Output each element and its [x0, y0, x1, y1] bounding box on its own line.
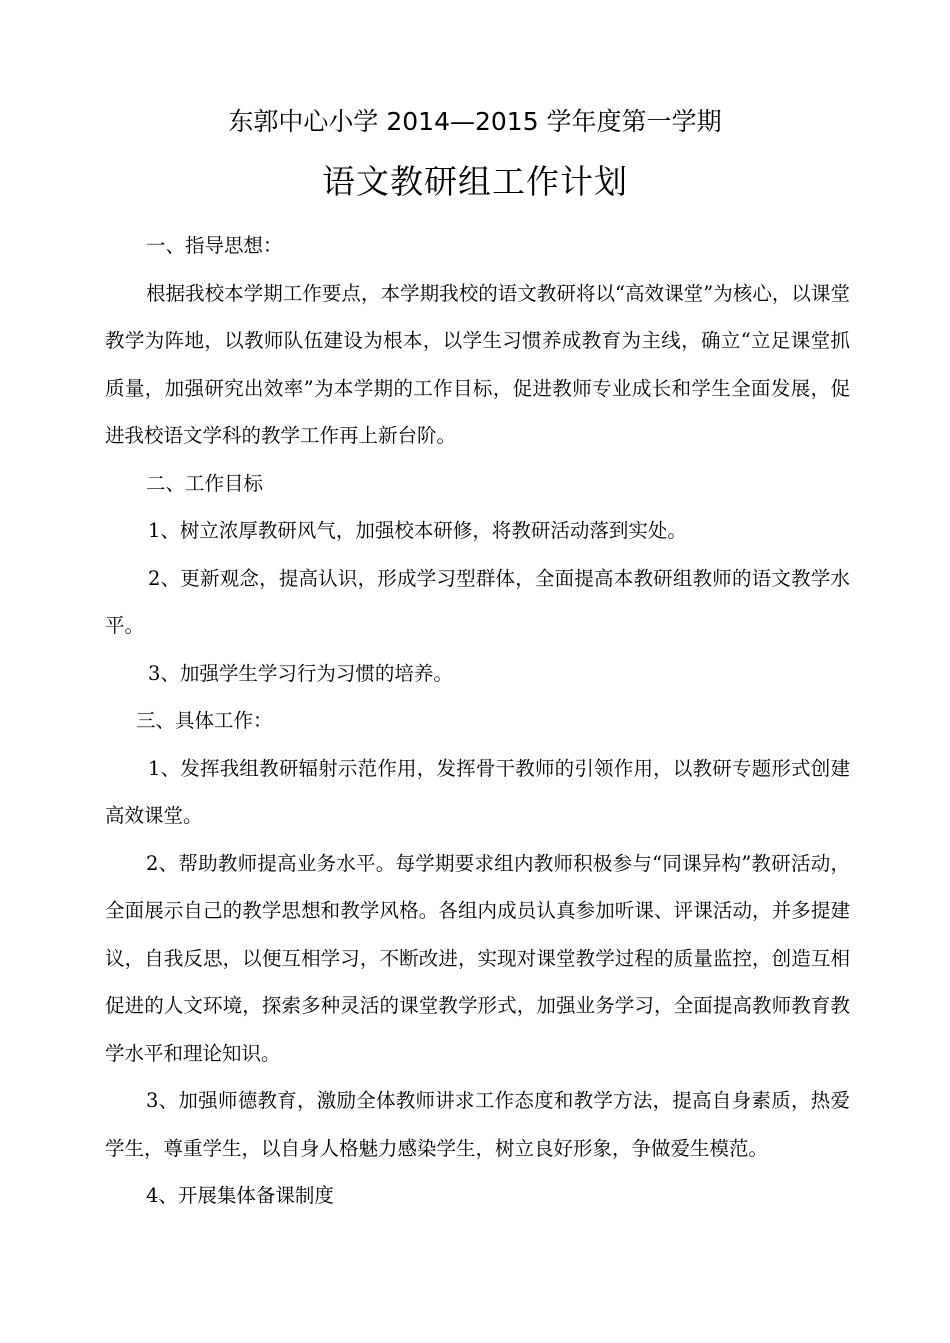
goal-item-3: 3、加强学生学习行为习惯的培养。: [148, 661, 453, 685]
task-item-4: 4、开展集体备课制度: [146, 1184, 334, 1207]
task-item-2: 2、帮助教师提高业务水平。每学期要求组内教师积极参与“同课异构”教研活动，全面展示自己的教学思想和教学风格。各组内成员认真参加听课、评课活动，并多提建议，自我反思，以便互相学习，不断改进，实现对课堂教学过程的质量监控，创造互相促进的人文环境，探索多种灵活的课堂教学形式，加强业务学习，全面提高教师教育教学水平和理论知识。: [105, 851, 850, 1065]
section-heading-tasks: 三、具体工作：: [136, 709, 273, 732]
section-heading-goals: 二、工作目标: [146, 471, 264, 495]
task-item-3: 3、加强师德教育，激励全体教师讲求工作态度和教学方法，提高自身素质，热爱学生，尊重学生，以自身人格魅力感染学生，树立良好形象，争做爱生模范。: [105, 1089, 850, 1160]
task-item-1: 1、发挥我组教研辐射示范作用，发挥骨干教师的引领作用，以教研专题形式创建高效课堂。: [105, 756, 850, 827]
document-body: [105, 222, 850, 1220]
goal-item-1: 1、树立浓厚教研风气，加强校本研修，将教研活动落到实处。: [148, 519, 687, 542]
guiding-paragraph: 根据我校本学期工作要点，本学期我校的语文教研将以“高效课堂”为核心，以课堂教学为阵地，以教师队伍建设为根本，以学生习惯养成教育为主线，确立“立足课堂抓质量，加强研究出效率”为本学期的工作目标，促进教师专业成长和学生全面发展，促进我校语文学科的教学工作再上新台阶。: [105, 281, 850, 447]
goal-item-2: 2、更新观念，提高认识，形成学习型群体，全面提高本教研组教师的语文教学水平。: [105, 566, 850, 637]
document-subtitle: 语文教研组工作计划: [322, 162, 628, 201]
document-title: 东郭中心小学 2014—2015 学年度第一学期: [228, 107, 722, 136]
section-heading-guiding: 一、指导思想：: [146, 234, 283, 257]
